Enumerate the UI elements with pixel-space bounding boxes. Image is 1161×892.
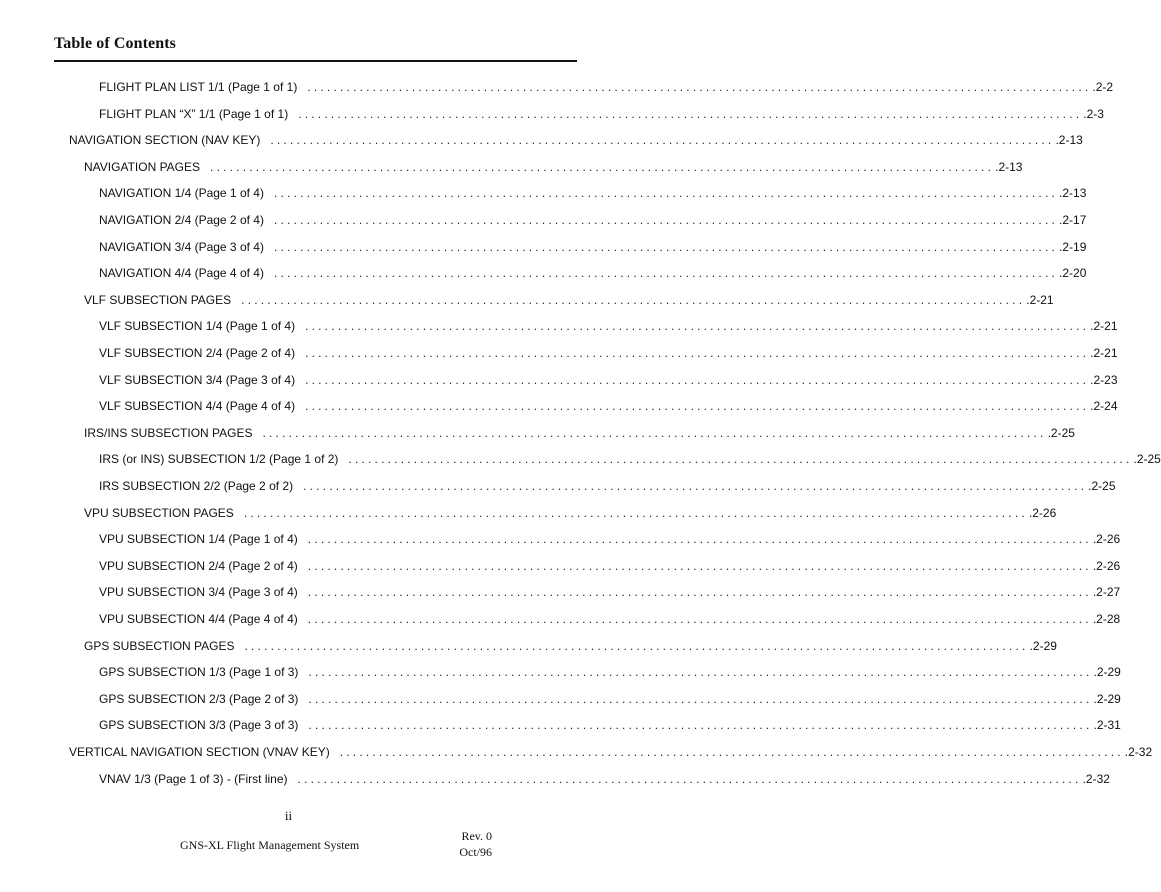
- toc-entry[interactable]: [69, 745, 1153, 765]
- toc-entry-label: VPU SUBSECTION 2/4 (Page 2 of 4): [99, 558, 298, 573]
- toc-entry-label: NAVIGATION 2/4 (Page 2 of 4): [99, 213, 264, 227]
- toc-entry[interactable]: [99, 665, 1121, 685]
- dot-leader: ........................................................................................................................: [305, 319, 1090, 334]
- toc-entry[interactable]: [84, 292, 1054, 313]
- dot-leader: ........................................................................................................................: [210, 159, 995, 174]
- toc-entry-page: .2-13: [995, 159, 1023, 174]
- toc-entry-label: FLIGHT PLAN LIST 1/1 (Page 1 of 1): [99, 80, 298, 94]
- toc-entry-page: .2-25: [1088, 479, 1116, 493]
- toc-entry-label: VPU SUBSECTION 3/4 (Page 3 of 4): [99, 585, 298, 600]
- toc-entry-label: VPU SUBSECTION 1/4 (Page 1 of 4): [99, 532, 298, 547]
- toc-entry[interactable]: [84, 425, 1075, 446]
- toc-entry-label: VLF SUBSECTION 4/4 (Page 4 of 4): [99, 399, 296, 414]
- toc-entry-page: .2-20: [1059, 266, 1087, 281]
- toc-entry-page: .2-21: [1026, 292, 1054, 307]
- dot-leader: ........................................................................................................................: [303, 479, 1088, 493]
- toc-entry-page: .2-28: [1092, 612, 1121, 626]
- dot-leader: ........................................................................................................................: [348, 452, 1133, 467]
- toc-entry-page: .2-3: [1083, 106, 1104, 121]
- dot-leader: ........................................................................................................................: [307, 532, 1092, 547]
- toc-entry-page: .2-29: [1093, 665, 1121, 680]
- dot-leader: ........................................................................................................................: [298, 106, 1083, 121]
- toc-entry[interactable]: [99, 372, 1118, 393]
- toc-entry[interactable]: [84, 159, 1023, 180]
- toc-entry-page: .2-29: [1093, 691, 1121, 706]
- dot-leader: ........................................................................................................................: [273, 186, 1059, 201]
- header-divider: [54, 60, 577, 62]
- toc-entry[interactable]: [99, 691, 1121, 712]
- toc-entry-page: .2-13: [1055, 133, 1083, 148]
- footer-product-name: GNS-XL Flight Management System: [180, 838, 360, 852]
- toc-entry-label: NAVIGATION 1/4 (Page 1 of 4): [99, 186, 264, 201]
- toc-entry[interactable]: [99, 399, 1118, 419]
- dot-leader: ........................................................................................................................: [262, 425, 1047, 440]
- dot-leader: ........................................................................................................................: [307, 558, 1092, 573]
- toc-entry-page: .2-25: [1047, 425, 1075, 440]
- toc-entry-label: IRS/INS SUBSECTION PAGES: [84, 425, 253, 440]
- toc-entry-label: VNAV 1/3 (Page 1 of 3) - (First line): [99, 771, 288, 786]
- toc-entry-label: IRS (or INS) SUBSECTION 1/2 (Page 1 of 2): [99, 452, 339, 467]
- toc-entry-page: .2-13: [1059, 186, 1087, 201]
- toc-entry-page: .2-32: [1124, 745, 1153, 759]
- toc-entry[interactable]: [99, 239, 1087, 260]
- toc-entry-page: .2-21: [1090, 346, 1118, 360]
- toc-entry-page: .2-32: [1082, 771, 1110, 786]
- page-number: ii: [284, 808, 293, 823]
- dot-leader: ........................................................................................................................: [241, 292, 1026, 307]
- toc-entry-label: VLF SUBSECTION 2/4 (Page 2 of 4): [99, 346, 296, 360]
- toc-entry-label: VPU SUBSECTION 4/4 (Page 4 of 4): [99, 612, 298, 626]
- dot-leader: ........................................................................................................................: [273, 239, 1059, 254]
- dot-leader: ........................................................................................................................: [339, 745, 1124, 759]
- dot-leader: ........................................................................................................................: [305, 372, 1090, 387]
- toc-entry-page: .2-24: [1090, 399, 1118, 414]
- toc-entry-page: .2-21: [1090, 319, 1118, 334]
- toc-entry-label: IRS SUBSECTION 2/2 (Page 2 of 2): [99, 479, 294, 493]
- toc-entry[interactable]: [99, 532, 1121, 552]
- toc-entry[interactable]: [99, 266, 1087, 286]
- toc-entry-label: VERTICAL NAVIGATION SECTION (VNAV KEY): [69, 745, 330, 759]
- dot-leader: ........................................................................................................................: [297, 771, 1082, 786]
- toc-entry[interactable]: [69, 133, 1083, 153]
- dot-leader: ........................................................................................................................: [273, 266, 1059, 281]
- toc-entry-label: VPU SUBSECTION PAGES: [84, 505, 234, 520]
- toc-entry-label: GPS SUBSECTION 2/3 (Page 2 of 3): [99, 691, 299, 706]
- toc-entry[interactable]: [99, 319, 1118, 339]
- toc-entry-label: NAVIGATION 3/4 (Page 3 of 4): [99, 239, 264, 254]
- toc-entry[interactable]: [99, 585, 1121, 605]
- toc-entry-page: .2-31: [1093, 718, 1121, 733]
- toc-entry-page: .2-25: [1133, 452, 1161, 467]
- dot-leader: ........................................................................................................................: [308, 665, 1093, 680]
- dot-leader: ........................................................................................................................: [307, 612, 1092, 626]
- dot-leader: ........................................................................................................................: [308, 718, 1093, 733]
- toc-entry[interactable]: [99, 718, 1121, 738]
- dot-leader: ........................................................................................................................: [305, 346, 1090, 360]
- toc-entry[interactable]: [99, 558, 1121, 579]
- revision-label: Rev. 0: [461, 829, 492, 843]
- toc-entry-label: GPS SUBSECTION 1/3 (Page 1 of 3): [99, 665, 299, 680]
- toc-entry-label: VLF SUBSECTION PAGES: [84, 292, 232, 307]
- toc-entry-label: NAVIGATION SECTION (NAV KEY): [69, 133, 261, 148]
- revision-date: Oct/96: [459, 845, 492, 859]
- toc-entry[interactable]: [99, 479, 1116, 499]
- page-title: Table of Contents: [54, 35, 177, 52]
- toc-entry[interactable]: [99, 106, 1104, 127]
- toc-entry[interactable]: [99, 346, 1118, 366]
- toc-entry-page: .2-29: [1029, 638, 1057, 653]
- toc-entry-page: .2-23: [1090, 372, 1118, 387]
- toc-entry-page: .2-26: [1092, 558, 1121, 573]
- toc-entry-label: NAVIGATION 4/4 (Page 4 of 4): [99, 266, 264, 281]
- toc-entry-label: GPS SUBSECTION PAGES: [84, 638, 235, 653]
- toc-entry[interactable]: [99, 452, 1161, 472]
- toc-entry[interactable]: [84, 505, 1057, 526]
- toc-entry[interactable]: [99, 186, 1087, 206]
- dot-leader: ........................................................................................................................: [308, 691, 1093, 706]
- toc-entry-label: NAVIGATION PAGES: [84, 159, 201, 174]
- toc-entry-label: GPS SUBSECTION 3/3 (Page 3 of 3): [99, 718, 299, 733]
- toc-entry-page: .2-26: [1092, 532, 1121, 547]
- dot-leader: ........................................................................................................................: [273, 213, 1059, 227]
- footer-revision-block: [459, 828, 492, 860]
- dot-leader: ........................................................................................................................: [307, 585, 1092, 600]
- toc-entry-page: .2-19: [1059, 239, 1087, 254]
- dot-leader: ........................................................................................................................: [305, 399, 1090, 414]
- toc-entry-page: .2-26: [1028, 505, 1057, 520]
- dot-leader: ........................................................................................................................: [307, 80, 1092, 94]
- dot-leader: ........................................................................................................................: [243, 505, 1028, 520]
- toc-entry[interactable]: [84, 638, 1057, 659]
- toc-entry-page: .2-2: [1092, 80, 1114, 94]
- dot-leader: ........................................................................................................................: [244, 638, 1029, 653]
- toc-entry[interactable]: [99, 80, 1114, 100]
- toc-entry-page: .2-17: [1059, 213, 1087, 227]
- toc-entry-label: FLIGHT PLAN “X” 1/1 (Page 1 of 1): [99, 106, 289, 121]
- toc-entry-label: VLF SUBSECTION 3/4 (Page 3 of 4): [99, 372, 296, 387]
- toc-entry-label: VLF SUBSECTION 1/4 (Page 1 of 4): [99, 319, 296, 334]
- dot-leader: ........................................................................................................................: [270, 133, 1055, 148]
- toc-entry[interactable]: [99, 771, 1110, 792]
- toc-entry-page: .2-27: [1092, 585, 1121, 600]
- toc-entry[interactable]: [99, 612, 1121, 632]
- toc-entry[interactable]: [99, 213, 1087, 233]
